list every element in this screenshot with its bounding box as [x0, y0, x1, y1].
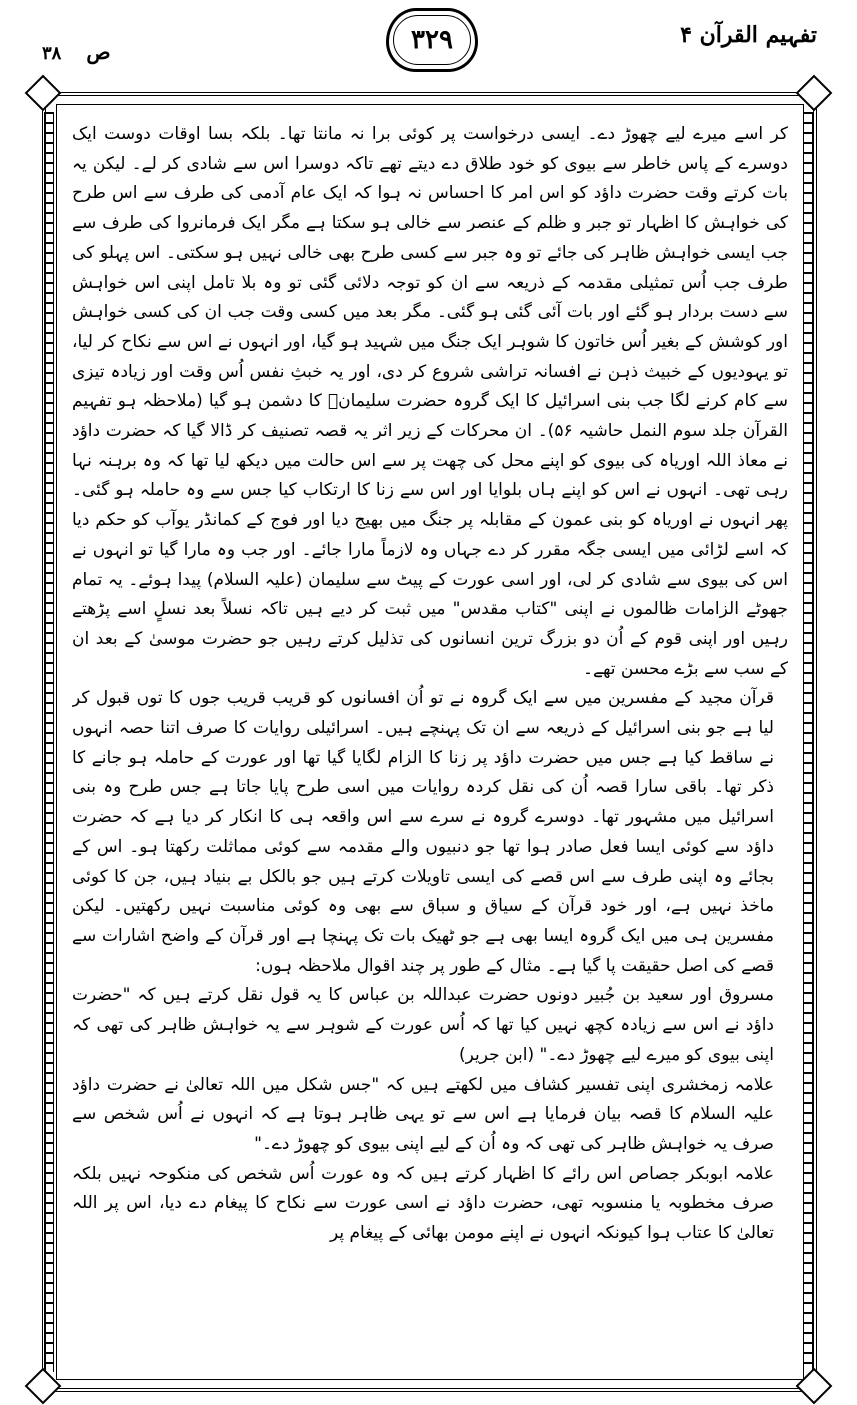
page-number-cartouche — [386, 8, 478, 72]
paragraph-2: قرآن مجید کے مفسرین میں سے ایک گروہ نے تو اُن افسانوں کو قریب قریب جوں کا توں قبول کر لیا ہے جو بنی اسرائیل کے ذریعہ سے ان تک پہنچے ہیں۔ اسرائیلی روایات کا صرف اتنا حصہ انہوں نے ساقط کیا ہے جس میں حضرت داؤد پر زنا کا الزام لگایا گیا تھا اور عورت کے حاملہ ہو جانے کا ذکر تھا۔ باقی سارا قصہ اُن کی نقل کردہ روایات میں اسی طرح پایا جاتا ہے جس طرح وہ بنی اسرائیل میں مشہور تھا۔ دوسرے گروہ نے سرے سے اس واقعہ ہی کا انکار کر دیا ہے کہ حضرت داؤد سے کوئی ایسا فعل صادر ہوا تھا جو دنبیوں والے مقدمہ سے کوئی مماثلت رکھتا ہو۔ اس کے بجائے وہ اپنی طرف سے اس قصے کی ایسی تاویلات کرتے ہیں جو بالکل بے بنیاد ہیں، جن کا کوئی ماخذ نہیں ہے، اور خود قرآن کے سیاق و سباق سے بھی وہ کوئی مناسبت نہیں رکھتیں۔ لیکن مفسرین ہی میں ایک گروہ ایسا بھی ہے جو ٹھیک بات تک پہنچا ہے اور قرآن کے واضح اشارات سے قصے کی اصل حقیقت پا گیا ہے۔ مثال کے طور پر چند اقوال ملاحظہ ہوں: — [72, 688, 774, 976]
surah-number: ۳۸ — [42, 43, 62, 64]
book-title: تفہیم القرآن ۴ — [680, 22, 817, 48]
surah-label — [42, 40, 111, 64]
body-text — [72, 120, 788, 1382]
left-border-ornament — [44, 112, 54, 1372]
surah-name: ص — [86, 40, 111, 64]
page-number: ۳۲۹ — [411, 25, 453, 55]
right-border-ornament — [803, 112, 813, 1372]
paragraph-3: مسروق اور سعید بن جُبیر دونوں حضرت عبداللہ بن عباس کا یہ قول نقل کرتے ہیں کہ "حضرت داؤد نے اس سے زیادہ کچھ نہیں کیا تھا کہ اُس عورت کے شوہر سے یہ خواہش ظاہر کی تھی کہ اپنی بیوی کو میرے لیے چھوڑ دے۔" (ابن جریر) — [72, 985, 774, 1065]
paragraph-1: کر اسے میرے لیے چھوڑ دے۔ ایسی درخواست پر کوئی برا نہ مانتا تھا۔ بلکہ بسا اوقات دوست ایک دوسرے کے پاس خاطر سے بیوی کو خود طلاق دے دیتے تھے تاکہ دوسرا اس سے شادی کر لے۔ لیکن یہ بات کرتے وقت حضرت داؤد کو اس امر کا احساس نہ ہوا کہ ایک عام آدمی کی طرف سے اس طرح کی خواہش کا اظہار تو جبر و ظلم کے عنصر سے خالی ہو سکتا ہے مگر ایک فرمانروا کی طرف سے جب ایسی خواہش ظاہر کی جائے تو وہ جبر سے کسی طرح بھی خالی نہیں ہو سکتی۔ اس پہلو کی طرف جب اُس تمثیلی مقدمہ کے ذریعہ سے ان کو توجہ دلائی گئی تو وہ بلا تامل اپنی اس خواہش سے دست بردار ہو گئے اور بات آئی گئی ہو گئی۔ مگر بعد میں کسی وقت جب ان کی کسی خواہش اور کوشش کے بغیر اُس خاتون کا شوہر ایک جنگ میں شہید ہو گیا، اور انہوں نے اس سے نکاح کر لیا، تو یہودیوں کے خبیث ذہن نے افسانہ تراشی شروع کر دی، اور یہ خبثِ نفس اُس وقت اور زیادہ تیزی سے کام کرنے لگا جب بنی اسرائیل کا ایک گروہ حضرت سلیمانؑ کا دشمن ہو گیا (ملاحظہ ہو تفہیم القرآن جلد سوم النمل حاشیہ ۵۶)۔ ان محرکات کے زیر اثر یہ قصہ تصنیف کر ڈالا گیا کہ حضرت داؤد نے معاذ اللہ اوریاہ کی بیوی کو اپنے محل کی چھت پر سے اس حالت میں دیکھ لیا تھا کہ وہ برہنہ نہا رہی تھی۔ انہوں نے اس کو اپنے ہاں بلوایا اور اس سے زنا کا ارتکاب کیا جس سے وہ حاملہ ہو گئی۔ پھر انہوں نے اوریاہ کو بنی عمون کے مقابلہ پر جنگ میں بھیج دیا اور فوج کے کمانڈر یوآب کو حکم دیا کہ اسے لڑائی میں ایسی جگہ مقرر کر دے جہاں وہ لازماً مارا جائے۔ اور جب وہ مارا گیا تو انہوں نے اس کی بیوی سے شادی کر لی، اور اسی عورت کے پیٹ سے سلیمان (علیہ السلام) پیدا ہوئے۔ یہ تمام جھوٹے الزامات ظالموں نے اپنی "کتاب مقدس" میں ثبت کر دیے ہیں تاکہ نسلاً بعد نسلٍ اسے پڑھتے رہیں اور اپنی قوم کے اُن دو بزرگ ترین انسانوں کی تذلیل کرتے رہیں جو حضرت موسیٰ کے بعد ان کے سب سے بڑے محسن تھے۔ — [72, 124, 788, 679]
paragraph-4: علامہ زمخشری اپنی تفسیر کشاف میں لکھتے ہیں کہ "جس شکل میں اللہ تعالیٰ نے حضرت داؤد علیہ السلام کا قصہ بیان فرمایا ہے اس سے تو یہی ظاہر ہوتا ہے کہ انہوں نے اُس شخص سے صرف یہ خواہش ظاہر کی تھی کہ وہ اُن کے لیے اپنی بیوی کو چھوڑ دے۔" — [72, 1074, 774, 1154]
page-header — [0, 0, 857, 92]
paragraph-5: علامہ ابوبکر جصاص اس رائے کا اظہار کرتے ہیں کہ وہ عورت اُس شخص کی منکوحہ نہیں بلکہ صرف مخطوبہ یا منسوبہ تھی، حضرت داؤد نے اسی عورت سے نکاح کا پیغام دے دیا، اس پر اللہ تعالیٰ کا عتاب ہوا کیونکہ انہوں نے اپنے مومن بھائی کے پیغام پر — [72, 1163, 774, 1244]
